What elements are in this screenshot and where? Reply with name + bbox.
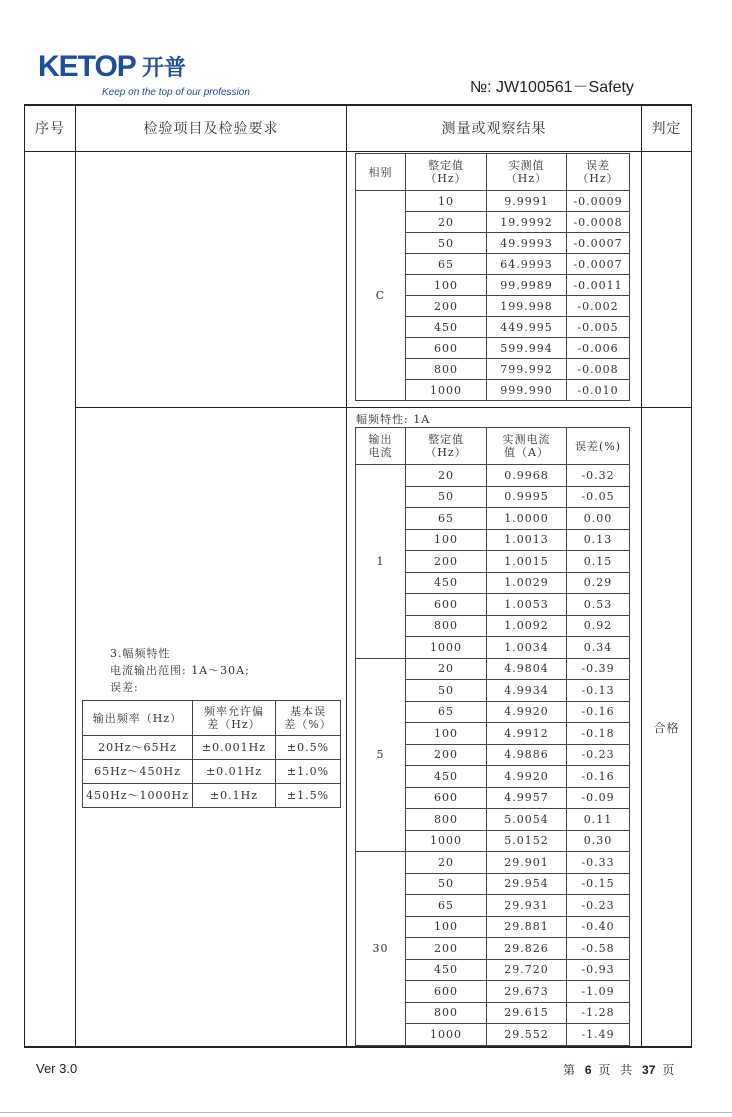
frame-right — [691, 104, 692, 1048]
frame-left — [24, 104, 25, 1048]
data-cell: 20 — [406, 212, 487, 233]
phase-cell: C — [356, 191, 406, 401]
data-cell: 10 — [406, 191, 487, 212]
data-cell: 800 — [406, 809, 487, 831]
header-cell: 输出频率（Hz） — [83, 701, 193, 736]
data-cell: -0.23 — [567, 895, 630, 917]
table-row — [83, 760, 341, 784]
data-cell: 99.9989 — [487, 275, 567, 296]
data-cell: 65Hz～450Hz — [83, 760, 193, 784]
header-cell: 误差(%) — [567, 428, 630, 465]
data-cell: ±1.5% — [276, 784, 341, 808]
data-cell: 100 — [406, 529, 487, 551]
current-cell: 5 — [356, 658, 406, 852]
table-row — [83, 784, 341, 808]
data-cell: -0.09 — [567, 787, 630, 809]
data-cell: 450 — [406, 766, 487, 788]
data-cell: 49.9993 — [487, 233, 567, 254]
data-cell: 450 — [406, 572, 487, 594]
data-cell: 65 — [406, 508, 487, 530]
data-cell: 19.9992 — [487, 212, 567, 233]
data-cell: 100 — [406, 916, 487, 938]
frequency-results-table — [355, 153, 630, 401]
data-cell: 4.9912 — [487, 723, 567, 745]
table-row — [83, 736, 341, 760]
header-row-line — [24, 151, 692, 152]
section-divider — [75, 407, 692, 408]
data-cell: 0.13 — [567, 529, 630, 551]
data-cell: 20 — [406, 852, 487, 874]
data-cell: -0.010 — [567, 380, 630, 401]
data-cell: 450 — [406, 317, 487, 338]
data-cell: 4.9886 — [487, 744, 567, 766]
data-cell: 800 — [406, 359, 487, 380]
data-cell: 600 — [406, 787, 487, 809]
data-cell: 999.990 — [487, 380, 567, 401]
data-cell: 1000 — [406, 637, 487, 659]
data-cell: 1.0015 — [487, 551, 567, 573]
data-cell: 0.29 — [567, 572, 630, 594]
data-cell: -0.58 — [567, 938, 630, 960]
data-cell: -0.16 — [567, 701, 630, 723]
data-cell: 1.0092 — [487, 615, 567, 637]
data-cell: -0.23 — [567, 744, 630, 766]
data-cell: 20Hz～65Hz — [83, 736, 193, 760]
data-cell: 0.92 — [567, 615, 630, 637]
data-cell: 199.998 — [487, 296, 567, 317]
data-cell: 450Hz～1000Hz — [83, 784, 193, 808]
data-cell: 600 — [406, 338, 487, 359]
data-cell: 799.992 — [487, 359, 567, 380]
data-cell: 29.954 — [487, 873, 567, 895]
data-cell: 50 — [406, 873, 487, 895]
data-cell: 5.0152 — [487, 830, 567, 852]
frame-bottom — [24, 1046, 692, 1048]
page-prefix: 第 — [563, 1063, 579, 1077]
verdict-pass: 合格 — [653, 721, 680, 735]
data-cell: 200 — [406, 744, 487, 766]
data-cell: ±0.001Hz — [193, 736, 276, 760]
current-cell: 30 — [356, 852, 406, 1046]
data-cell: -0.0011 — [567, 275, 630, 296]
data-cell: 449.995 — [487, 317, 567, 338]
company-slogan: Keep on the top of our profession — [102, 87, 250, 98]
data-cell: 100 — [406, 723, 487, 745]
data-cell: 200 — [406, 296, 487, 317]
data-cell: 29.826 — [487, 938, 567, 960]
data-cell: -0.0007 — [567, 254, 630, 275]
data-cell: 1.0000 — [487, 508, 567, 530]
requirement-range: 电流输出范围: 1A～30A; — [110, 664, 250, 677]
version-label: Ver 3.0 — [36, 1061, 78, 1076]
header-cell: 基本误 差（%） — [276, 701, 341, 736]
header-cell: 实测电流 值（A） — [487, 428, 567, 465]
data-cell: -0.008 — [567, 359, 630, 380]
page-number: 6 — [584, 1063, 592, 1077]
data-cell: 800 — [406, 615, 487, 637]
data-cell: -0.93 — [567, 959, 630, 981]
current-cell: 1 — [356, 465, 406, 659]
data-cell: ±0.1Hz — [193, 784, 276, 808]
data-cell: 0.9968 — [487, 465, 567, 487]
data-cell: 200 — [406, 551, 487, 573]
data-cell: -0.0007 — [567, 233, 630, 254]
data-cell: 50 — [406, 486, 487, 508]
data-cell: -0.13 — [567, 680, 630, 702]
data-cell: 65 — [406, 701, 487, 723]
data-cell: 450 — [406, 959, 487, 981]
header-cell: 实测值 （Hz） — [487, 154, 567, 191]
page-indicator — [563, 1061, 677, 1078]
data-cell: 65 — [406, 254, 487, 275]
amplitude-results-table — [355, 427, 630, 1046]
col-header-item: 检验项目及检验要求 — [143, 120, 279, 137]
data-cell: 4.9934 — [487, 680, 567, 702]
data-cell: -0.16 — [567, 766, 630, 788]
data-cell: -0.0008 — [567, 212, 630, 233]
data-cell: -0.40 — [567, 916, 630, 938]
data-cell: ±0.01Hz — [193, 760, 276, 784]
data-cell: 20 — [406, 658, 487, 680]
col-divider-1 — [75, 104, 76, 1048]
data-cell: -0.005 — [567, 317, 630, 338]
col-divider-2 — [346, 104, 347, 1048]
page-total: 37 — [642, 1063, 656, 1077]
data-cell: 0.30 — [567, 830, 630, 852]
requirement-table — [82, 700, 341, 808]
data-cell: 599.994 — [487, 338, 567, 359]
table-header-row — [356, 428, 630, 465]
table-row — [356, 465, 630, 487]
amp-section-title: 幅频特性: 1A — [356, 413, 431, 426]
data-cell: 4.9957 — [487, 787, 567, 809]
col-header-seq: 序号 — [35, 120, 65, 137]
table-header-row — [83, 701, 341, 736]
data-cell: 1.0029 — [487, 572, 567, 594]
bottom-rule — [0, 1112, 732, 1113]
data-cell: 64.9993 — [487, 254, 567, 275]
data-cell: 20 — [406, 465, 487, 487]
data-cell: -1.28 — [567, 1002, 630, 1024]
data-cell: 1.0034 — [487, 637, 567, 659]
data-cell: 4.9804 — [487, 658, 567, 680]
data-cell: 29.901 — [487, 852, 567, 874]
data-cell: 4.9920 — [487, 701, 567, 723]
data-cell: -0.32 — [567, 465, 630, 487]
data-cell: 1000 — [406, 1024, 487, 1046]
data-cell: 5.0054 — [487, 809, 567, 831]
data-cell: 800 — [406, 1002, 487, 1024]
data-cell: 0.34 — [567, 637, 630, 659]
data-cell: 1.0013 — [487, 529, 567, 551]
data-cell: 0.15 — [567, 551, 630, 573]
data-cell: 29.720 — [487, 959, 567, 981]
requirement-text — [110, 645, 250, 696]
data-cell: 29.881 — [487, 916, 567, 938]
header-cell: 相别 — [356, 154, 406, 191]
requirement-title: 3.幅频特性 — [110, 647, 171, 660]
table-row — [356, 852, 630, 874]
page-suffix: 页 — [662, 1063, 678, 1077]
data-cell: -0.006 — [567, 338, 630, 359]
table-row — [356, 658, 630, 680]
data-cell: -0.05 — [567, 486, 630, 508]
data-cell: 50 — [406, 233, 487, 254]
data-cell: ±1.0% — [276, 760, 341, 784]
data-cell: 600 — [406, 981, 487, 1003]
col-divider-3 — [641, 104, 642, 1048]
data-cell: 29.615 — [487, 1002, 567, 1024]
data-cell: -0.39 — [567, 658, 630, 680]
data-cell: 65 — [406, 895, 487, 917]
table-header-row — [356, 154, 630, 191]
data-cell: -1.09 — [567, 981, 630, 1003]
header-cell: 输出 电流 — [356, 428, 406, 465]
data-cell: 29.931 — [487, 895, 567, 917]
data-cell: 100 — [406, 275, 487, 296]
data-cell: ±0.5% — [276, 736, 341, 760]
requirement-error-label: 误差: — [110, 681, 139, 694]
data-cell: 1000 — [406, 380, 487, 401]
data-cell: 600 — [406, 594, 487, 616]
page-mid: 页 共 — [598, 1063, 636, 1077]
header-cell: 频率允许偏 差（Hz） — [193, 701, 276, 736]
data-cell: -0.15 — [567, 873, 630, 895]
header-cell: 误差 （Hz） — [567, 154, 630, 191]
company-logo-cn: 开普 — [142, 56, 187, 81]
col-header-result: 测量或观察结果 — [441, 120, 547, 137]
data-cell: 0.00 — [567, 508, 630, 530]
data-cell: 0.53 — [567, 594, 630, 616]
data-cell: 1000 — [406, 830, 487, 852]
data-cell: -1.49 — [567, 1024, 630, 1046]
data-cell: -0.18 — [567, 723, 630, 745]
data-cell: 29.552 — [487, 1024, 567, 1046]
data-cell: 9.9991 — [487, 191, 567, 212]
data-cell: 0.11 — [567, 809, 630, 831]
data-cell: -0.0009 — [567, 191, 630, 212]
data-cell: 200 — [406, 938, 487, 960]
data-cell: -0.002 — [567, 296, 630, 317]
header-cell: 整定值 （Hz） — [406, 154, 487, 191]
col-header-verdict: 判定 — [651, 120, 682, 137]
company-logo: KETOP — [38, 50, 136, 83]
data-cell: 50 — [406, 680, 487, 702]
data-cell: 0.9995 — [487, 486, 567, 508]
data-cell: -0.33 — [567, 852, 630, 874]
data-cell: 1.0053 — [487, 594, 567, 616]
document-number: №: JW100561－Safety — [470, 79, 634, 96]
header-cell: 整定值 （Hz） — [406, 428, 487, 465]
data-cell: 4.9920 — [487, 766, 567, 788]
table-row — [356, 191, 630, 212]
data-cell: 29.673 — [487, 981, 567, 1003]
